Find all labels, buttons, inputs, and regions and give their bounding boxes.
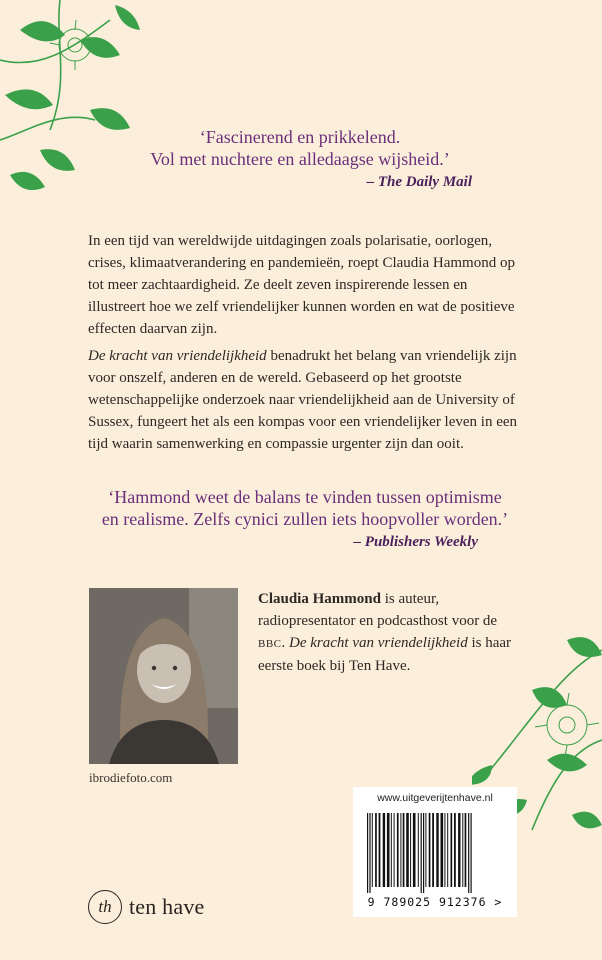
paragraph-text: benadrukt het belang van vriendelijk zijn voor onszelf, anderen en de wereld. Gebaseerd op het grootste wetenschappelijke onderzoek naar vriendelijkheid aan de University of Sussex, fungeert het als een kompas voor een vriendelijker leven in een tijd waarin samenwerking en compassie urgenter zijn dan ooit. — [88, 348, 518, 452]
barcode-bar — [423, 813, 424, 893]
author-portrait-illustration — [89, 588, 238, 764]
barcode-bar — [447, 813, 448, 887]
book-title: De kracht van vriendelijkheid — [289, 635, 468, 651]
publisher-logo — [88, 887, 205, 927]
isbn-number: 9 789025 912376 > — [367, 895, 503, 909]
bbc-text: BBC — [258, 638, 282, 650]
author-bio — [258, 588, 528, 677]
description-paragraph-1: In een tijd van wereldwijde uitdagingen zoals polarisatie, oorlogen, crises, klimaatverandering en pandemieën, roept Claudia Hammond op tot meer zachtaardigheid. Ze deelt zeven inspirerende lessen en illustreert hoe we zelf vriendelijker kunnen worden en wat de positieve effecten daarvan zijn. — [88, 233, 515, 337]
barcode-bar — [394, 813, 395, 887]
barcode-bar — [468, 813, 469, 893]
barcode-bar — [425, 813, 426, 887]
barcode-bar — [379, 813, 381, 887]
barcode-bar — [462, 813, 463, 887]
barcode-bar — [441, 813, 444, 887]
photo-credit: ibrodiefoto.com — [89, 770, 173, 785]
barcode-bar — [436, 813, 438, 887]
review-quote-publishers-weekly — [70, 486, 540, 551]
barcode-bar — [403, 813, 405, 887]
quote-source: – Publishers Weekly — [353, 534, 478, 550]
barcode-box — [353, 787, 517, 917]
barcode-bar — [418, 813, 419, 887]
publisher-name: ten have — [129, 894, 205, 919]
barcode-bar — [432, 813, 434, 887]
barcode-bar — [391, 813, 392, 887]
quote-line: ‘Fascinerend en prikkelend. — [199, 127, 401, 147]
quote-source: – The Daily Mail — [366, 174, 472, 190]
barcode-bar — [413, 813, 416, 887]
barcode-bar — [451, 813, 453, 887]
author-name: Claudia Hammond — [258, 591, 381, 607]
barcode-bar — [369, 813, 370, 893]
barcode-bar — [397, 813, 399, 887]
description-paragraph-2 — [88, 345, 528, 455]
barcode-icon — [365, 813, 505, 893]
author-photo — [89, 588, 238, 764]
barcode-bar — [375, 813, 377, 887]
barcode-bar — [410, 813, 411, 887]
barcode-bar — [400, 813, 401, 887]
barcode-bar — [367, 813, 368, 893]
bio-text: . — [281, 635, 290, 651]
publisher-logo-mark: th — [88, 890, 122, 924]
quote-line: en realisme. Zelfs cynici zullen iets hoopvoller worden.’ — [101, 509, 509, 529]
barcode-bar — [387, 813, 390, 887]
quote-line: ‘Hammond weet de balans te vinden tussen optimisme — [108, 487, 502, 507]
barcode-bar — [421, 813, 422, 893]
barcode-bar — [383, 813, 385, 887]
barcode-bar — [406, 813, 409, 887]
review-quote-daily-mail — [110, 126, 490, 191]
barcode-bar — [372, 813, 373, 887]
bio-text: is haar eerste boek bij Ten Have. — [258, 635, 512, 674]
quote-line: Vol met nuchtere en alledaagse wijsheid.’ — [150, 149, 450, 169]
barcode-bar — [429, 813, 431, 887]
publisher-url: www.uitgeverijtenhave.nl — [377, 792, 493, 804]
barcode-bar — [444, 813, 445, 887]
barcode-bar — [465, 813, 467, 887]
book-title: De kracht van vriendelijkheid — [88, 348, 267, 364]
barcode-bar — [471, 813, 472, 893]
barcode-bar — [454, 813, 456, 887]
barcode-bar — [458, 813, 460, 887]
bio-text: is auteur, radiopresentator en podcasthost voor de — [258, 591, 498, 629]
